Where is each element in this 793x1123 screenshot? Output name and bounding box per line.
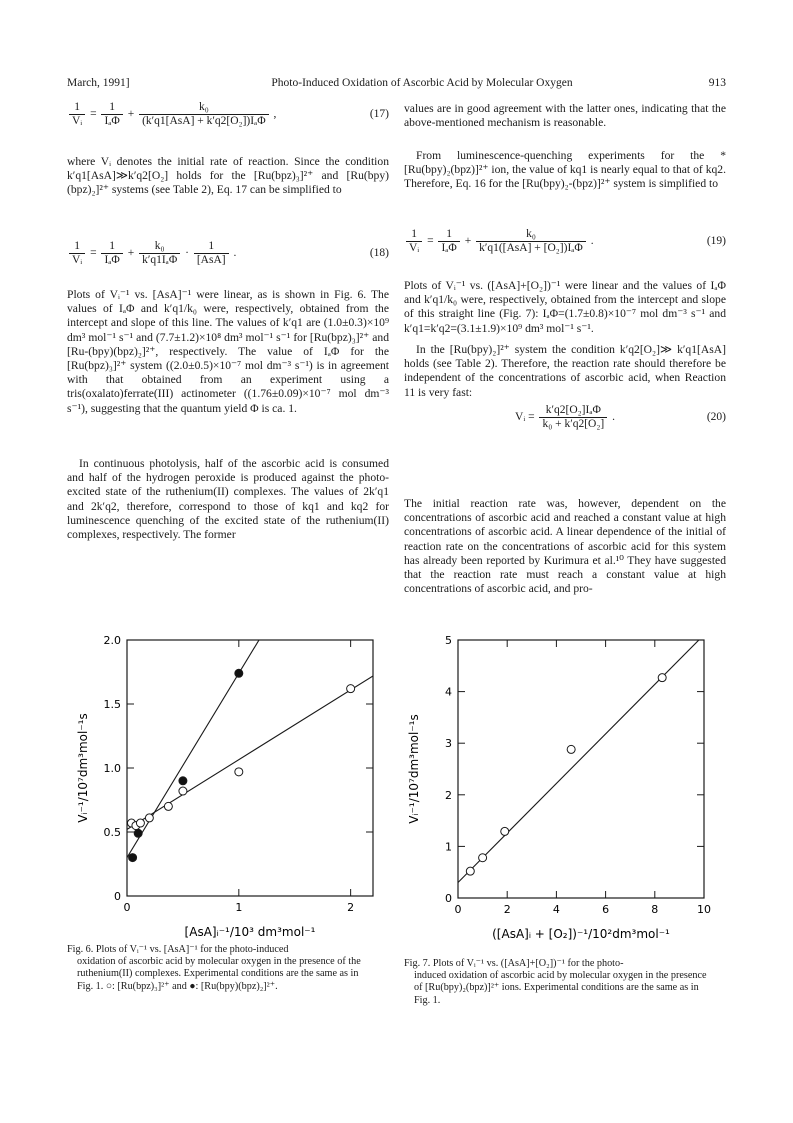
y-tick-label: 0 [114, 890, 121, 903]
y-axis-label: Vᵢ⁻¹/10⁷dm³mol⁻¹s [407, 714, 421, 824]
figure-7-caption: Fig. 7. Plots of Vᵢ⁻¹ vs. ([AsA]+[O₂])⁻¹ for the photo- induced oxidation of ascorbic acid by molecular oxygen in the presence of [Ru(bpy)₂(bpz)]²⁺ ions. Experimental conditions are the same as in Fig. 1. [404, 958, 707, 1006]
x-tick-label: 8 [651, 903, 659, 916]
data-point-filled [179, 777, 187, 785]
y-tick-label: 2 [445, 788, 452, 802]
right-paragraph-4: In the [Ru(bpy)₂]²⁺ system the condition k′q2[O₂]≫ k′q1[AsA] holds (see Table 2). Therefore, the reaction rate should therefore be independent of the concentrations of ascorbic acid, when Reaction 11 is very fast: [404, 343, 726, 399]
x-axis-label: [AsA]ᵢ⁻¹/10³ dm³mol⁻¹ [184, 925, 316, 939]
data-point-filled [134, 829, 142, 837]
x-axis-label: ([AsA]ᵢ + [O₂])⁻¹/10²dm³mol⁻¹ [492, 927, 670, 941]
x-tick-label: 0 [123, 901, 131, 914]
equation-19: $\frac{1}{\text{Vᵢ}}$ = $\frac{1}{\text{IₐΦ}}$ + $\frac{\text{k₀}}{\text{k′q1([AsA] + [O₂])IₐΦ}}$ . (19) [404, 228, 726, 268]
page-number: 913 [708, 77, 726, 89]
right-paragraph-1: values are in good agreement with the latter ones, indicating that the above-mentioned mechanism is reasonable. [404, 102, 726, 130]
fit-line [458, 635, 704, 883]
equation-20: Vᵢ = $\frac{\text{k′q2[O₂]IₐΦ}}{\text{k₀ + k′q2[O₂]}}$ . (20) [515, 404, 726, 430]
y-tick-label: 4 [445, 685, 452, 699]
data-point-open [136, 819, 144, 827]
x-tick-label: 2 [503, 903, 511, 916]
y-tick-label: 0.5 [103, 826, 121, 839]
equation-17: $\frac{1}{\text{Vᵢ}}$ = $\frac{1}{\text{IₐΦ}}$ + $\frac{\text{k₀}}{\text{(k′q1[AsA] + k′q2[O₂])IₐΦ}}$ , (17) [67, 101, 389, 141]
y-tick-label: 5 [445, 634, 452, 647]
figure-6-caption: Fig. 6. Plots of Vᵢ⁻¹ vs. [AsA]⁻¹ for the photo-induced oxidation of ascorbic acid by molecular oxygen in the presence of the ruthenium(II) complexes. Experimental conditions are the same as in Fig. 1. ○: [Ru(bpz)₃]²⁺ and ●: [Ru(bpy)(bpz)₂]²⁺. [67, 944, 361, 992]
data-point-open [658, 674, 666, 682]
fit-line [127, 628, 373, 858]
x-tick-label: 10 [697, 903, 711, 916]
data-point-open [145, 814, 153, 822]
data-point-open [179, 787, 187, 795]
y-axis-label: Vᵢ⁻¹/10⁷dm³mol⁻¹s [76, 713, 90, 823]
data-point-open [347, 685, 355, 693]
y-tick-label: 1 [445, 840, 452, 854]
left-paragraph-2: Plots of Vᵢ⁻¹ vs. [AsA]⁻¹ were linear, as is shown in Fig. 6. The values of IₐΦ and k′q1/k₀ were, respectively, obtained from the intercept and slope of this line. The values of k′q1 are (1.0±0.3)×10⁹ dm³ mol⁻¹ s⁻¹ and (7.7±1.2)×10⁸ dm³ mol⁻¹ s⁻¹ for [Ru(bpz)₃]²⁺ and [Ru-(bpy)(bpz)₂]²⁺, respectively. The value of IₐΦ for the [Ru(bpz)₃]²⁺ system ((2.0±0.5)×10⁻⁷ mol dm⁻³ s⁻¹) is in agreement with that obtained from an experiment using a tris(oxalato)ferrate(III) actinometer ((1.76±0.09)×10⁻⁷ mol dm⁻³ s⁻¹), suggesting that the quantum yield Φ is ca. 1. [67, 288, 389, 415]
header-title: Photo-Induced Oxidation of Ascorbic Acid by Molecular Oxygen [271, 77, 573, 89]
data-point-open [235, 768, 243, 776]
figure-6-chart [60, 628, 400, 940]
right-paragraph-5: The initial reaction rate was, however, dependent on the concentrations of ascorbic acid and reached a constant value at high concentrations of ascorbic acid. A linear dependence of the initial of reaction rate on the concentrations of ascorbic acid for this system has already been reported by Kurimura et al.¹⁰ They have suggested that the reaction rate must reach a constant value at high concentrations of ascorbic acid, and pro- [404, 497, 726, 596]
equation-number: (18) [369, 247, 389, 259]
x-tick-label: 2 [347, 901, 355, 914]
equation-number: (20) [706, 411, 726, 423]
data-point-open [501, 827, 509, 835]
data-point-open [567, 745, 575, 753]
data-point-open [479, 854, 487, 862]
header-left: March, 1991] [67, 77, 130, 89]
data-point-filled [129, 854, 137, 862]
equation-number: (17) [369, 108, 389, 120]
y-tick-label: 3 [445, 737, 452, 751]
equation-18: $\frac{1}{\text{Vᵢ}}$ = $\frac{1}{\text{IₐΦ}}$ + $\frac{\text{k₀}}{\text{k′q1IₐΦ}}$ · $\frac{1}{\text{[AsA]}}$ . (18) [67, 240, 389, 280]
left-paragraph-1: where Vᵢ denotes the initial rate of reaction. Since the condition k′q1[AsA]≫k′q2[O₂] holds for the [Ru(bpz)₃]²⁺ and [Ru(bpy)(bpz)₂]²⁺ systems (see Table 2), Eq. 17 can be simplified to [67, 155, 389, 197]
y-tick-label: 0 [445, 892, 452, 905]
figure-7-chart [400, 628, 730, 963]
x-tick-label: 6 [602, 903, 610, 916]
y-tick-label: 1.0 [103, 762, 121, 775]
x-tick-label: 0 [454, 903, 462, 916]
plot-frame [458, 640, 704, 898]
right-paragraph-3: Plots of Vᵢ⁻¹ vs. ([AsA]+[O₂])⁻¹ were linear and the values of IₐΦ and k′q1/k₀ were, respectively, obtained from the intercept and slope of this straight line (Fig. 7): IₐΦ=(1.7±0.8)×10⁻⁷ mol dm⁻³ s⁻¹ and k′q1=k′q2=(3.1±1.9)×10⁹ dm³ mol⁻¹ s⁻¹. [404, 279, 726, 335]
data-point-open [164, 802, 172, 810]
data-point-open [466, 867, 474, 875]
equation-number: (19) [706, 235, 726, 247]
x-tick-label: 4 [552, 903, 560, 916]
right-paragraph-2: From luminescence-quenching experiments for the *[Ru(bpy)₂(bpz)]²⁺ ion, the value of kq1 is nearly equal to that of kq2. Therefore, Eq. 16 for the [Ru(bpy)₂-(bpz)]²⁺ system is simplified to [404, 149, 726, 191]
x-tick-label: 1 [235, 901, 243, 914]
plot-frame [127, 640, 373, 896]
y-tick-label: 1.5 [103, 698, 121, 711]
y-tick-label: 2.0 [103, 634, 121, 647]
left-paragraph-3: In continuous photolysis, half of the ascorbic acid is consumed and half of the hydrogen peroxide is produced against the photo-excited state of the ruthenium(II) complexes. The values of 2k′q1 and 2k′q2, therefore, correspond to those of kq1 and kq2 for luminescence quenching of the excited state of the ruthenium(II) complexes, respectively. The former [67, 457, 389, 542]
data-point-filled [235, 669, 243, 677]
